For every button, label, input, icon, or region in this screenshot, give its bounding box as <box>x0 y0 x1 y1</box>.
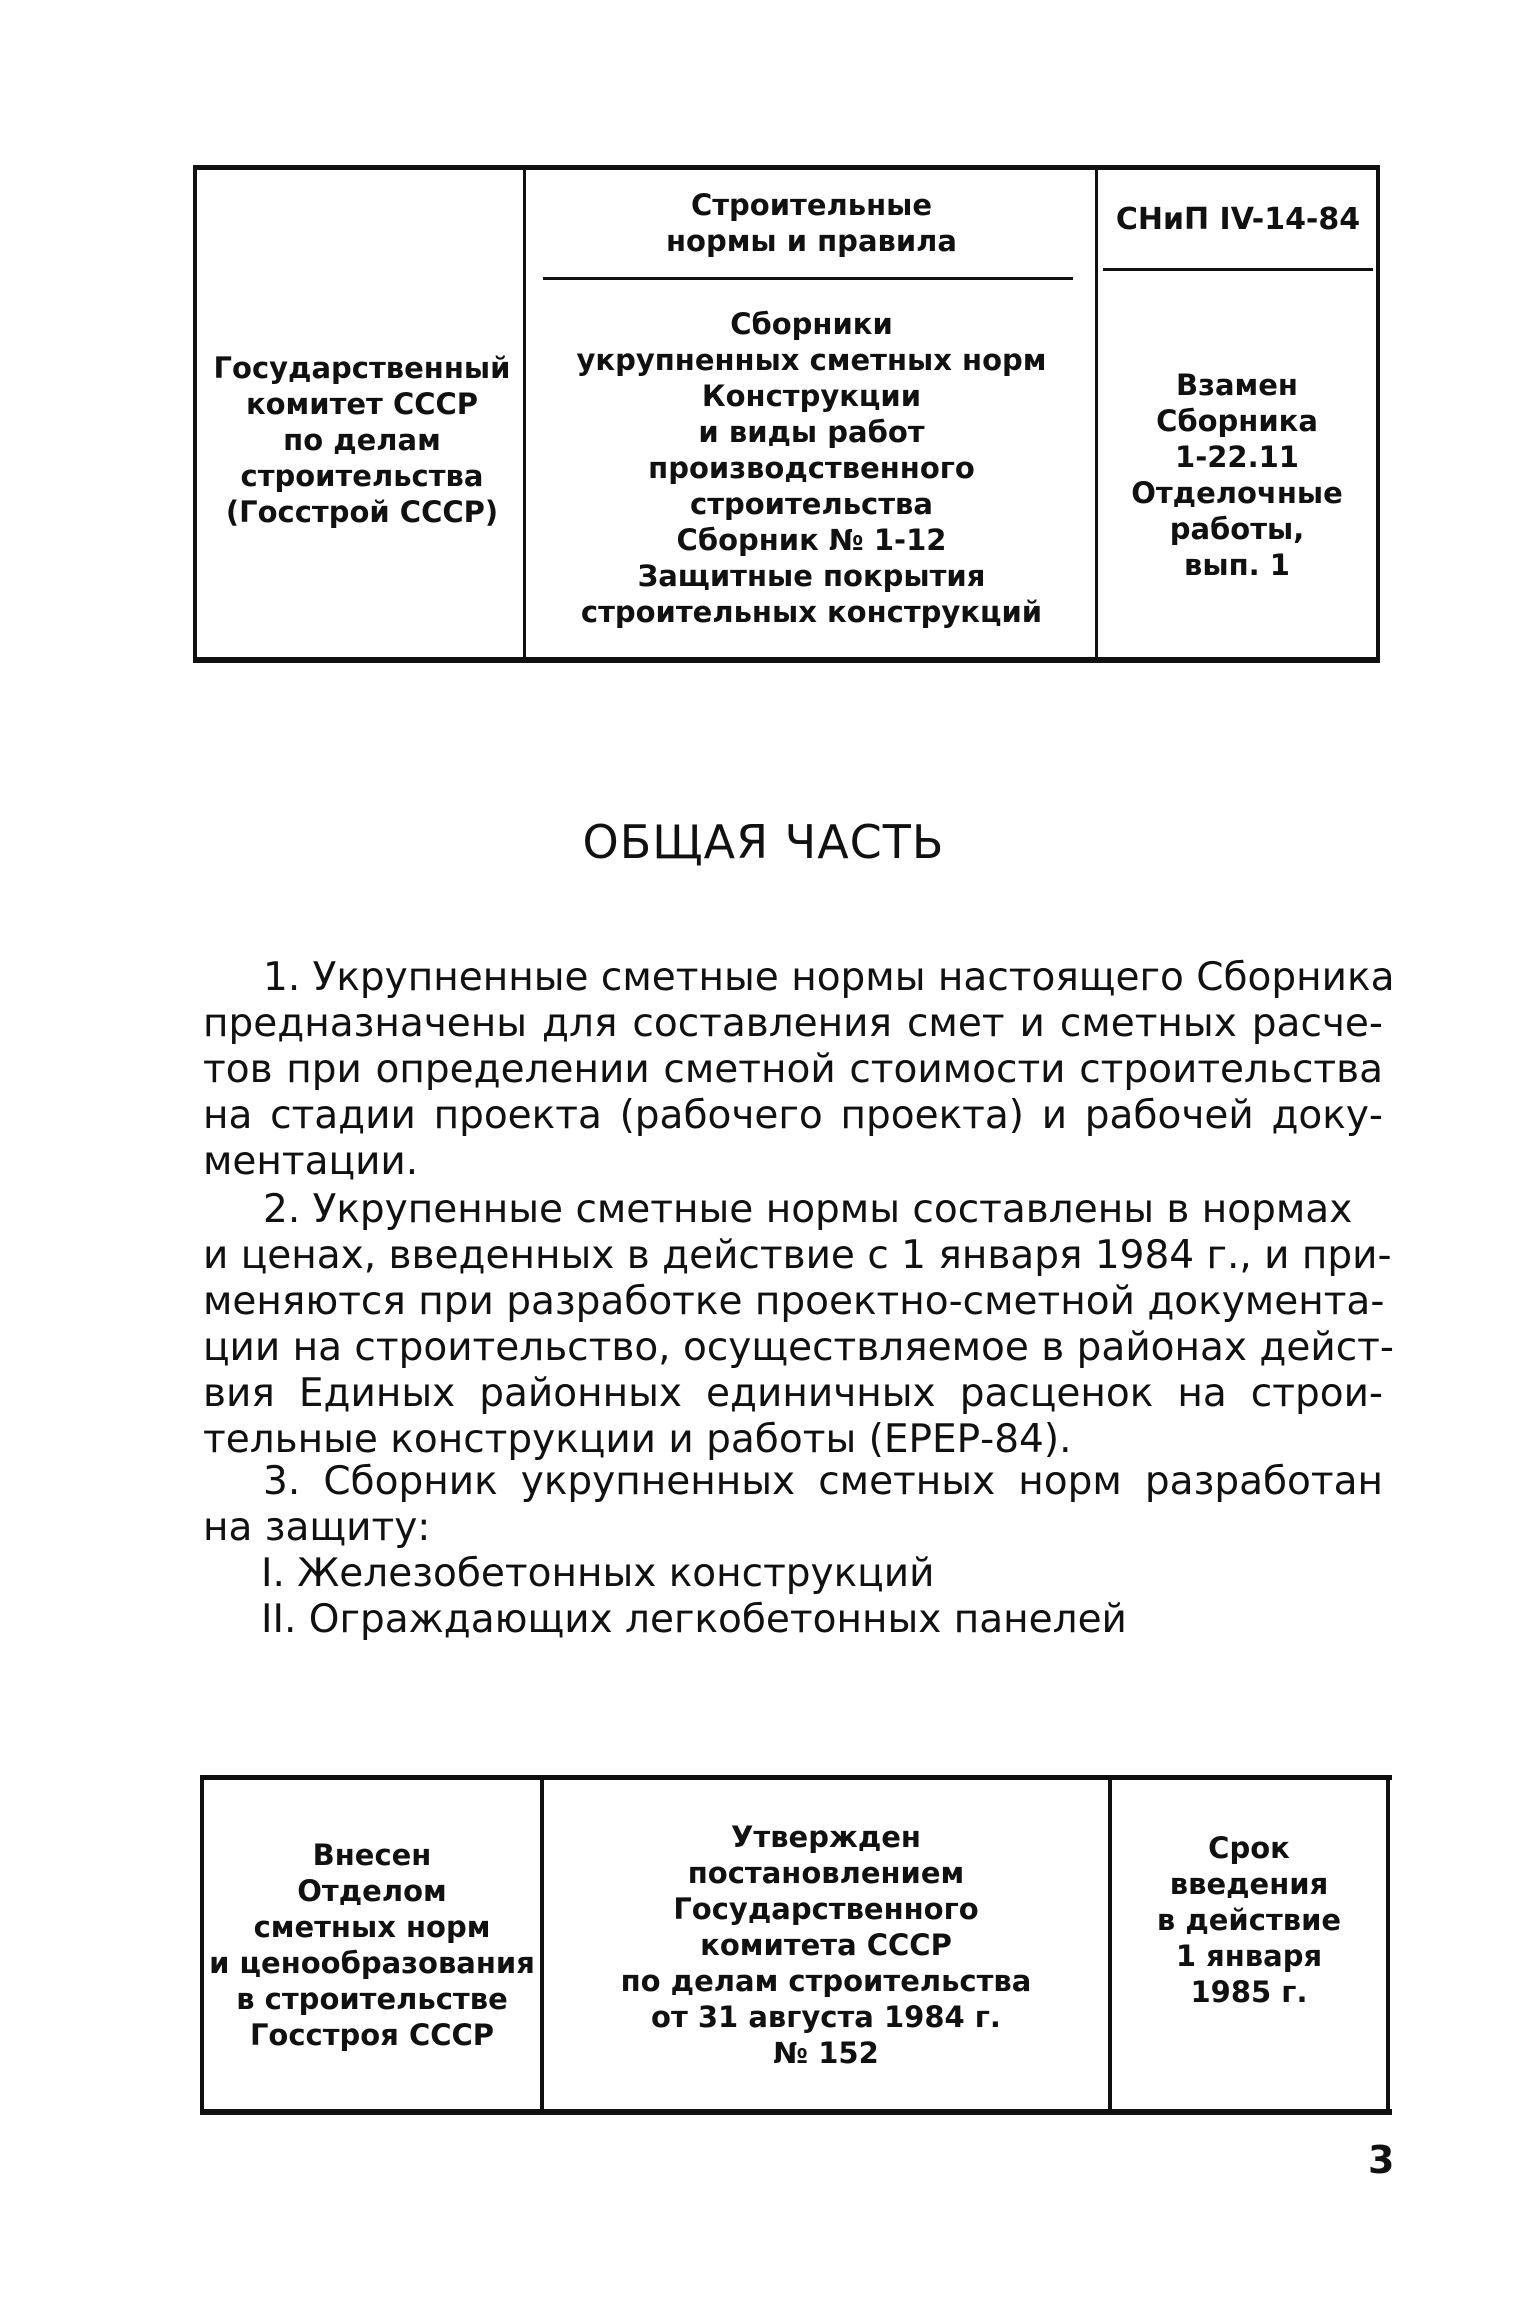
footer-approved-line: Государственного <box>673 1892 979 1926</box>
footer-effective-line: в действие <box>1156 1903 1342 1937</box>
paragraph-1 <box>203 955 1395 1185</box>
header-collection-line: Защитные покрытия <box>637 558 986 593</box>
header-issuer-line: комитет СССР <box>245 387 479 421</box>
header-code-text: СНиП IV-14-84 <box>1115 202 1361 237</box>
paragraph-line: и ценах, введенных в действие с 1 января 1984 г., и при- <box>203 1233 1392 1278</box>
header-issuer-line: строительства <box>240 459 484 493</box>
header-issuer-line: по делам <box>283 423 441 457</box>
header-collection-line: и виды работ <box>698 414 925 449</box>
footer-submitted-line: сметных норм <box>253 1910 491 1944</box>
footer-approved-line: Утвержден <box>731 1820 921 1854</box>
footer-submitted-line: и ценообразования <box>209 1946 535 1980</box>
footer-table <box>200 1775 1392 2115</box>
page-number: 3 <box>1368 2138 1395 2182</box>
paragraph-2 <box>203 1187 1394 1463</box>
paragraph-line: ции на строительство, осуществляемое в районах дейст- <box>203 1325 1394 1370</box>
footer-submitted-line: Отделом <box>297 1874 447 1908</box>
paragraph-line: 3. Сборник укрупненных сметных норм разработан <box>263 1459 1383 1504</box>
footer-approved-line: комитета СССР <box>700 1928 952 1962</box>
header-replaces-line: работы, <box>1169 512 1305 546</box>
header-collection-line: укрупненных сметных норм <box>576 342 1047 377</box>
paragraph-line: тов при определении сметной стоимости строительства <box>203 1047 1383 1092</box>
header-collection-line: строительных конструкций <box>580 594 1043 629</box>
header-right-rule <box>1103 268 1373 271</box>
header-replaces-line: Сборника <box>1156 404 1318 438</box>
paragraph-3 <box>203 1459 1383 1643</box>
section-title: ОБЩАЯ ЧАСТЬ <box>582 815 945 869</box>
header-norms-line: Строительные <box>690 188 933 222</box>
footer-effective-line: введения <box>1169 1867 1329 1901</box>
header-collection-line: Сборник № 1-12 <box>676 522 947 557</box>
header-collection-line: производственного <box>648 450 975 485</box>
paragraph-line: предназначены для составления смет и сметных расче- <box>203 1001 1383 1046</box>
footer-effective-line: 1 января <box>1175 1939 1323 1973</box>
footer-effective-line: 1985 г. <box>1190 1975 1308 2009</box>
footer-approved-line: по делам строительства <box>620 1964 1032 1998</box>
footer-top-rule <box>200 1775 1392 1780</box>
header-middle-rule <box>543 277 1073 280</box>
header-divider-1 <box>523 165 526 663</box>
footer-submitted <box>204 1795 540 2095</box>
header-replaces-line: вып. 1 <box>1184 548 1290 582</box>
footer-bottom-rule <box>200 2109 1392 2115</box>
header-collection-line: Конструкции <box>701 378 922 413</box>
header-collection-line: строительства <box>690 486 933 521</box>
header-norms-line: нормы и правила <box>665 224 957 258</box>
header-top-rule <box>193 165 1380 170</box>
header-table <box>193 165 1380 663</box>
footer-submitted-line: Внесен <box>312 1838 432 1872</box>
header-norms-title <box>528 183 1095 263</box>
header-replaces-line: Отделочные <box>1131 476 1343 510</box>
paragraph-line: вия Единых районных единичных расценок на строи- <box>203 1371 1383 1416</box>
header-issuer <box>201 315 523 565</box>
header-bottom-rule <box>193 657 1380 663</box>
header-code <box>1098 185 1378 255</box>
header-left-border <box>193 165 197 663</box>
header-collection-title <box>528 295 1095 640</box>
header-collection-line: Сборники <box>730 306 893 341</box>
list-item: II. Ограждающих легкобетонных панелей <box>261 1597 1127 1642</box>
paragraph-line: 1. Укрупненные сметные нормы настоящего Сборника <box>263 955 1395 1000</box>
header-issuer-line: Государственный <box>213 351 511 385</box>
paragraph-line: на стадии проекта (рабочего проекта) и рабочей доку- <box>203 1093 1383 1138</box>
list-item: I. Железобетонных конструкций <box>261 1551 935 1596</box>
paragraph-line: на защиту: <box>203 1505 431 1550</box>
footer-right-border <box>1386 1775 1390 2115</box>
header-replaces <box>1098 355 1376 595</box>
header-replaces-line: 1-22.11 <box>1175 440 1299 474</box>
footer-approved-line: постановлением <box>687 1856 965 1890</box>
footer-approved-line: № 152 <box>773 2036 879 2070</box>
header-replaces-line: Взамен <box>1176 368 1298 402</box>
header-issuer-line: (Госстрой СССР) <box>225 495 499 529</box>
footer-effective-line: Срок <box>1208 1831 1290 1865</box>
paragraph-line: меняются при разработке проектно-сметной документа- <box>203 1279 1385 1324</box>
footer-effective-date <box>1112 1795 1386 2045</box>
footer-submitted-line: Госстроя СССР <box>249 2018 495 2052</box>
paragraph-line: тельные конструкции и работы (ЕРЕР-84). <box>203 1417 1072 1462</box>
footer-submitted-line: в строительстве <box>236 1982 508 2016</box>
paragraph-line: ментации. <box>203 1139 419 1184</box>
footer-approved-line: от 31 августа 1984 г. <box>651 2000 1001 2034</box>
footer-approved <box>544 1795 1108 2095</box>
paragraph-line: 2. Укрупенные сметные нормы составлены в нормах <box>263 1187 1353 1232</box>
